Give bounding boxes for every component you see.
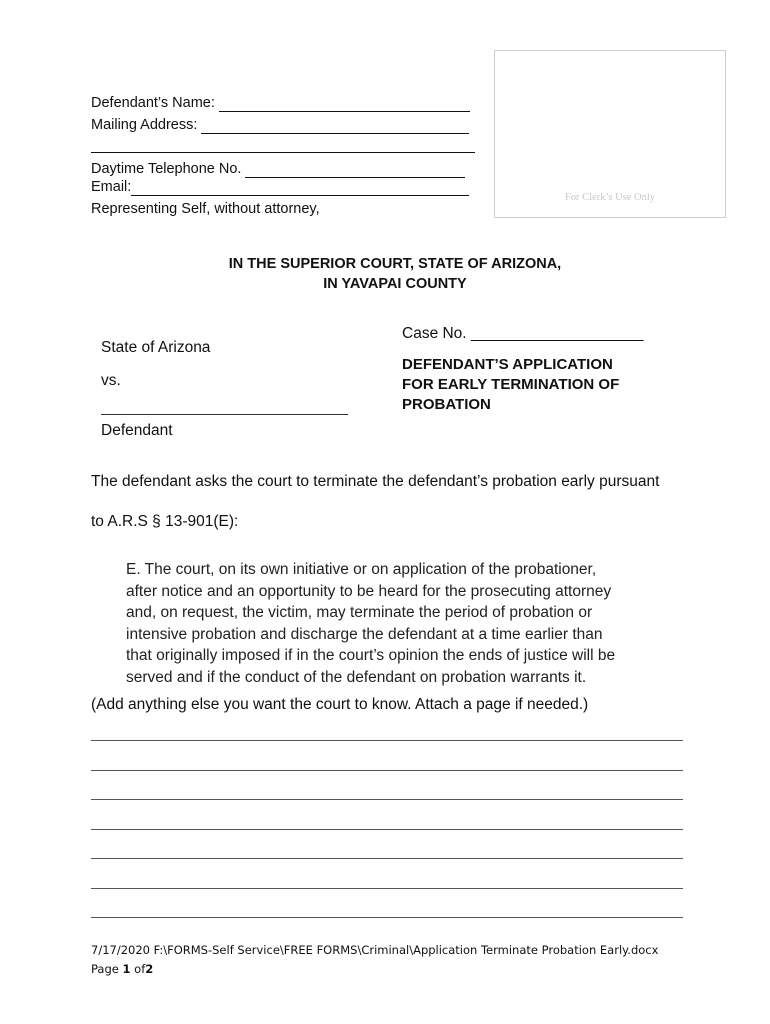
telephone-label: Daytime Telephone No. xyxy=(91,161,242,177)
plaintiff-name: State of Arizona xyxy=(101,339,211,356)
email-field xyxy=(91,178,469,196)
page-total: 2 xyxy=(145,962,154,976)
email-label: Email: xyxy=(91,179,132,195)
statute-quote-line: served and if the conduct of the defendant on probation warrants it. xyxy=(126,668,587,686)
request-text-line-1: The defendant asks the court to terminate the defendant’s probation early pursuant xyxy=(91,473,660,490)
page-current: 1 xyxy=(122,962,131,976)
representing-field xyxy=(91,200,320,218)
request-text-line-2: to A.R.S § 13-901(E): xyxy=(91,513,239,530)
mailing-address-field xyxy=(91,116,469,134)
clerk-use-box xyxy=(494,50,726,218)
email-line[interactable] xyxy=(131,182,469,196)
telephone-line[interactable] xyxy=(245,164,465,178)
writing-line[interactable] xyxy=(91,799,683,800)
page-word: Page xyxy=(91,962,119,976)
statute-quote-line: after notice and an opportunity to be heard for the prosecuting attorney xyxy=(126,582,612,600)
defendant-label: Defendant xyxy=(101,422,173,439)
document-title-line-1: DEFENDANT’S APPLICATION xyxy=(402,356,613,373)
statute-quote-line: and, on request, the victim, may terminate the period of probation or xyxy=(126,604,593,622)
court-title-line-1: IN THE SUPERIOR COURT, STATE OF ARIZONA, xyxy=(228,256,562,272)
writing-line[interactable] xyxy=(91,829,683,830)
statute-quote-line: intensive probation and discharge the defendant at a time earlier than xyxy=(126,625,603,643)
defendant-name-blank[interactable] xyxy=(101,414,348,415)
document-title-line-3: PROBATION xyxy=(402,396,491,413)
writing-line[interactable] xyxy=(91,740,683,741)
clerk-use-label: For Clerk’s Use Only xyxy=(564,192,656,203)
statute-quote-line: that originally imposed if in the court’s opinion the ends of justice will be xyxy=(126,647,616,665)
writing-line[interactable] xyxy=(91,888,683,889)
case-number[interactable]: Case No. ____________________ xyxy=(402,325,644,342)
mailing-address-line[interactable] xyxy=(201,120,469,134)
defendant-name-field xyxy=(91,94,470,112)
mailing-address-line-2[interactable] xyxy=(91,152,475,153)
additional-info-prompt: (Add anything else you want the court to know. Attach a page if needed.) xyxy=(91,696,589,713)
court-title-line-2: IN YAVAPAI COUNTY xyxy=(323,276,467,292)
vs-label: vs. xyxy=(101,372,121,389)
mailing-address-label: Mailing Address: xyxy=(91,117,198,133)
statute-quote-line: E. The court, on its own initiative or on application of the probationer, xyxy=(126,561,597,578)
document-title-line-2: FOR EARLY TERMINATION OF xyxy=(402,376,620,393)
writing-line[interactable] xyxy=(91,770,683,771)
page-of: of xyxy=(134,962,146,976)
statute-quote xyxy=(126,559,646,689)
representing-label: Representing Self, without attorney, xyxy=(91,201,320,217)
telephone-field xyxy=(91,160,465,178)
writing-line[interactable] xyxy=(91,858,683,859)
footer-file-path: 7/17/2020 F:\FORMS-Self Service\FREE FORMS\Criminal\Application Terminate Probation Early.docx xyxy=(91,943,659,957)
page-number xyxy=(91,961,153,977)
defendant-name-label: Defendant’s Name: xyxy=(91,95,215,111)
defendant-name-line[interactable] xyxy=(219,98,470,112)
writing-line[interactable] xyxy=(91,917,683,918)
